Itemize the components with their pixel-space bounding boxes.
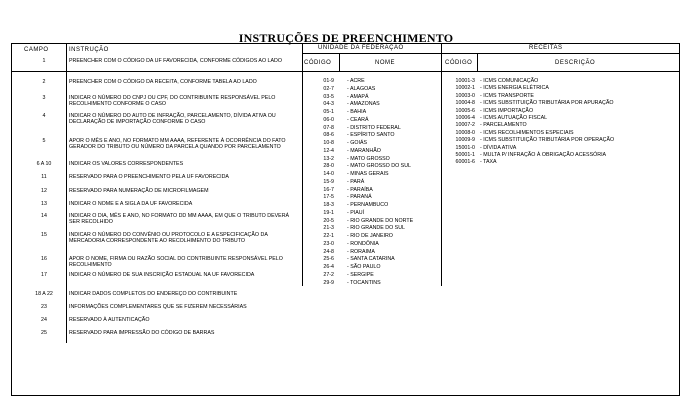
header-rec-descricao: DESCRIÇÃO [555, 60, 596, 66]
receita-code: 10003-0 [455, 92, 475, 99]
instruction-text: RESERVADO PARA IMPRESSÃO DO CÓDIGO DE BARRAS [69, 330, 215, 336]
uf-name: - PARÁ [347, 178, 365, 185]
instruction-text: INDICAR OS VALORES CORRESPONDENTES [69, 161, 184, 167]
receita-description: - ICMS AUTUAÇÃO FISCAL [480, 115, 548, 121]
uf-name: - ALAGOAS [347, 85, 376, 92]
header-rec-codigo: CÓDIGO [445, 60, 473, 66]
receita-code: 10001-3 [455, 78, 475, 84]
uf-code: 01-9 [323, 78, 334, 84]
uf-code: 06-0 [323, 116, 334, 123]
uf-name: - GOIÁS [347, 140, 368, 146]
uf-name: - RIO GRANDE DO NORTE [347, 217, 414, 224]
uf-code: 13-2 [323, 155, 334, 162]
uf-code: 07-8 [323, 124, 334, 131]
uf-name: - CEARÁ [347, 116, 369, 123]
uf-name: - RIO GRANDE DO SUL [347, 225, 405, 232]
header-uf-nome: NOME [375, 60, 395, 66]
column-divider-instrucao [302, 43, 303, 286]
column-divider-campo [66, 43, 67, 343]
uf-code: 08-6 [323, 132, 334, 139]
receita-description: - ICMS ENERGIA ELÉTRICA [480, 85, 549, 92]
campo-number: 12 [41, 188, 47, 194]
uf-name: - MATO GROSSO DO SUL [347, 163, 411, 170]
instruction-text: RESERVADO PARA NUMERAÇÃO DE MICROFILMAGEM [69, 188, 209, 194]
header-divider-lower [11, 71, 680, 72]
page-title: INSTRUÇÕES DE PREENCHIMENTO [238, 31, 454, 45]
uf-code: 19-1 [323, 209, 334, 216]
instruction-text: INDICAR DADOS COMPLETOS DO ENDEREÇO DO CONTRIBUINTE [69, 291, 238, 297]
header-receitas: RECEITAS [529, 45, 563, 51]
instruction-text: RESERVADO À AUTENTICAÇÃO [69, 317, 150, 323]
uf-code: 21-3 [323, 225, 334, 232]
instruction-text: INDICAR O NOME E A SIGLA DA UF FAVORECIDA [69, 201, 193, 207]
uf-name: - SÃO PAULO [347, 264, 381, 270]
campo-number: 5 [42, 138, 46, 144]
uf-name: - PARAÍBA [347, 186, 373, 193]
uf-name: - AMAZONAS [347, 101, 380, 108]
instruction-text: INDICAR O NÚMERO DO CONVÊNIO OU PROTOCOLO E A ESPECIFICAÇÃO DA MERCADORIA CORRESPONDENTE AO RECOLHIMENTO DO TRIBUTO [69, 232, 268, 245]
uf-name: - TOCANTINS [347, 279, 381, 286]
uf-name: - MARANHÃO [347, 147, 381, 154]
uf-code: 22-1 [323, 233, 334, 239]
header-uf-codigo: CÓDIGO [304, 60, 332, 66]
receita-description: - PARCELAMENTO [480, 122, 527, 129]
campo-number: 2 [42, 79, 46, 85]
campo-number: 4 [42, 113, 46, 119]
receita-code: 10004-8 [455, 100, 475, 107]
uf-code: 05-1 [323, 109, 334, 115]
campo-number: 6 A 10 [36, 161, 52, 167]
uf-name: - AMAPÁ [347, 93, 369, 100]
uf-code: 17-5 [323, 194, 334, 201]
uf-name: - MINAS GERAIS [347, 171, 389, 177]
campo-number: 18 A 22 [35, 291, 53, 297]
uf-code: 15-9 [323, 178, 334, 185]
campo-number: 1 [42, 58, 46, 64]
uf-name: - PARANÁ [347, 194, 372, 201]
uf-code: 26-4 [323, 264, 334, 270]
uf-name: - BAHIA [347, 109, 367, 115]
campo-number: 3 [42, 95, 46, 101]
uf-name: - SANTA CATARINA [347, 256, 395, 263]
uf-name: - RONDÔNIA [347, 240, 379, 247]
uf-code: 03-5 [323, 93, 334, 100]
uf-code: 27-2 [323, 271, 334, 278]
receita-code: 15001-0 [455, 144, 475, 151]
receita-code: 50001-1 [455, 152, 475, 158]
instruction-text: INDICAR O DIA, MÊS E ANO, NO FORMATO DD MM AAAA, EM QUE O TRIBUTO DEVERÁ SER RECOLHIDO [69, 213, 290, 226]
receita-description: - ICMS SUBSTITUIÇÃO TRIBUTÁRIA POR APURAÇÃO [480, 100, 614, 107]
campo-number: 16 [41, 256, 47, 262]
campo-number: 17 [41, 272, 47, 278]
campo-number: 24 [41, 317, 47, 323]
receita-code: 60001-6 [455, 159, 475, 166]
column-divider-uf-receitas [441, 43, 442, 286]
uf-name: - DISTRITO FEDERAL [347, 124, 401, 131]
uf-code: 20-5 [323, 217, 334, 224]
uf-name: - RIO DE JANEIRO [347, 233, 393, 239]
instruction-text: INFORMAÇÕES COMPLEMENTARES QUE SE FIZEREM NECESSÁRIAS [69, 304, 247, 310]
instruction-text: PREENCHER COM O CÓDIGO DA UF FAVORECIDA, CONFORME CÓDIGOS AO LADO [69, 58, 282, 64]
instruction-text: INDICAR O NÚMERO DO AUTO DE INFRAÇÃO, PARCELAMENTO, DÍVIDA ATIVA OU DECLARAÇÃO DE IMPORTAÇÃO CONFORME O CASO [69, 113, 276, 126]
uf-code: 04-3 [323, 101, 334, 108]
campo-number: 25 [41, 330, 47, 336]
uf-name: - ACRE [347, 78, 365, 84]
campo-number: 15 [41, 232, 47, 238]
uf-code: 29-9 [323, 279, 334, 286]
receita-code: 10009-9 [455, 137, 475, 144]
campo-number: 11 [41, 174, 47, 180]
instruction-text: INDICAR O NÚMERO DE SUA INSCRIÇÃO ESTADUAL NA UF FAVORECIDA [69, 272, 255, 278]
column-divider-receita-code [477, 53, 478, 71]
uf-code: 10-8 [323, 140, 334, 146]
uf-code: 14-0 [323, 171, 334, 177]
uf-code: 24-8 [323, 248, 334, 255]
uf-code: 23-0 [323, 240, 334, 247]
uf-name: - SERGIPE [347, 271, 374, 278]
receita-description: - ICMS COMUNICAÇÃO [480, 78, 539, 84]
receita-description: - ICMS IMPORTAÇÃO [480, 107, 534, 114]
header-divider-upper [302, 53, 680, 54]
uf-code: 28-0 [323, 163, 334, 170]
receita-code: 10008-0 [455, 129, 475, 136]
uf-name: - MATO GROSSO [347, 155, 390, 162]
column-divider-uf-code [339, 53, 340, 71]
uf-name: - PERNAMBUCO [347, 202, 389, 208]
instruction-text: APOR O NOME, FIRMA OU RAZÃO SOCIAL DO CONTRIBUINTE RESPONSÁVEL PELO RECOLHIMENTO [69, 256, 283, 269]
header-campo: CAMPO [24, 47, 49, 53]
header-unidade: UNIDADE DA FEDERAÇÃO [318, 45, 404, 51]
instruction-text: PREENCHER COM O CÓDIGO DA RECEITA, CONFORME TABELA AO LADO [69, 79, 257, 85]
uf-code: 12-4 [323, 147, 334, 154]
uf-code: 02-7 [323, 85, 334, 92]
uf-code: 25-6 [323, 256, 334, 263]
uf-name: - PIAUÍ [347, 209, 365, 216]
uf-code: 16-7 [323, 186, 334, 193]
receita-description: - MULTA P/ INFRAÇÃO À OBRIGAÇÃO ACESSÓRIA [480, 152, 607, 158]
uf-code: 18-3 [323, 202, 334, 208]
campo-number: 14 [41, 213, 47, 219]
receita-description: - DÍVIDA ATIVA [480, 144, 517, 151]
receita-code: 10002-1 [455, 85, 475, 92]
receita-description: - ICMS RECOLHIMENTOS ESPECIAIS [480, 129, 574, 136]
receita-code: 10007-2 [455, 122, 475, 129]
uf-name: - ESPÍRITO SANTO [347, 132, 395, 139]
campo-number: 23 [41, 304, 47, 310]
receita-description: - TAXA [480, 159, 497, 166]
campo-number: 13 [41, 201, 47, 207]
instruction-text: INDICAR O NÚMERO DO CNPJ OU CPF, DO CONTRIBUINTE RESPONSÁVEL PELO RECOLHIMENTO CONFORME O CASO [69, 95, 276, 108]
receita-description: - ICMS SUBSTITUIÇÃO TRIBUTÁRIA POR OPERAÇÃO [480, 137, 615, 144]
header-instrucao: INSTRUÇÃO [69, 47, 109, 53]
instruction-text: APOR O MÊS E ANO, NO FORMATO MM AAAA, REFERENTE À OCORRÊNCIA DO FATO GERADOR DO TRIBUTO OU NÚMERO DA PARCELA QUANDO POR PARCELAMENTO [69, 138, 286, 151]
receita-code: 10006-4 [455, 115, 475, 121]
receita-description: - ICMS TRANSPORTE [480, 92, 534, 99]
receita-code: 10005-6 [455, 107, 475, 114]
uf-name: - RORAIMA [347, 248, 375, 255]
instruction-text: RESERVADO PARA O PREENCHIMENTO PELA UF FAVORECIDA [69, 174, 229, 180]
